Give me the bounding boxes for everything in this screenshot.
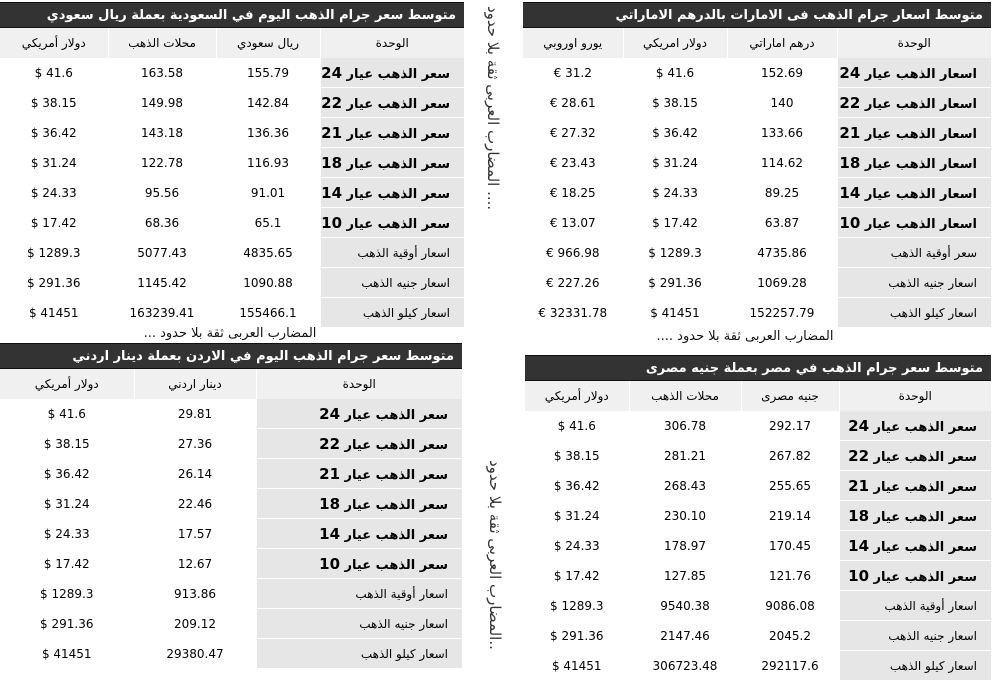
cell-local: 29380.47 <box>134 639 256 669</box>
karat-number: 10 <box>839 213 861 232</box>
jordan-panel <box>0 343 462 669</box>
row-label <box>256 639 462 669</box>
row-label-text: اسعار جنيه الذهب <box>359 616 448 631</box>
row-label-text: اسعار أوقية الذهب <box>884 598 977 613</box>
cell-usd: $ 36.42 <box>0 459 134 489</box>
row-label <box>256 459 462 489</box>
table-row <box>525 501 991 531</box>
cell-shop: 178.97 <box>629 531 741 561</box>
row-label-text: سعر الذهب عيار <box>342 96 450 112</box>
row-label-text: اسعار أوقية الذهب <box>357 245 450 260</box>
table-row <box>0 399 462 429</box>
jordan-table <box>0 369 462 669</box>
cell-usd: $ 17.42 <box>623 208 727 238</box>
cell-shop: 230.10 <box>629 501 741 531</box>
row-label <box>837 298 991 328</box>
cell-local: 155.79 <box>216 58 320 88</box>
cell-local: 170.45 <box>741 531 839 561</box>
row-label-text: سعر الذهب عيار <box>869 569 977 585</box>
table-row <box>0 429 462 459</box>
cell-usd: $ 38.15 <box>525 441 629 471</box>
row-label <box>256 579 462 609</box>
row-label-text: اسعار جنيه الذهب <box>888 275 977 290</box>
cell-local: 17.57 <box>134 519 256 549</box>
cell-usd: $ 38.15 <box>623 88 727 118</box>
row-label-text: اسعار جنيه الذهب <box>888 628 977 643</box>
cell-usd: $ 31.24 <box>0 489 134 519</box>
col-header-shop: محلات الذهب <box>629 381 741 411</box>
col-header-usd: دولار أمريكي <box>525 381 629 411</box>
table-row <box>0 88 464 118</box>
cell-shop: 9540.38 <box>629 591 741 621</box>
row-label-text: سعر أوقية الذهب <box>890 245 977 260</box>
cell-shop: 68.36 <box>108 208 216 238</box>
row-label <box>837 118 991 148</box>
karat-number: 18 <box>321 153 343 172</box>
karat-number: 14 <box>839 183 861 202</box>
karat-number: 24 <box>839 63 861 82</box>
row-label <box>837 58 991 88</box>
cell-local: 267.82 <box>741 441 839 471</box>
cell-usd: $ 31.24 <box>0 148 108 178</box>
cell-eur: € 966.98 <box>523 238 623 268</box>
cell-local: 1069.28 <box>727 268 837 298</box>
row-label-text: سعر الذهب عيار <box>342 66 450 82</box>
cell-shop: 127.85 <box>629 561 741 591</box>
row-label-text: اسعار الذهب عيار <box>860 186 977 202</box>
col-header-unit: الوحدة <box>839 381 991 411</box>
table-row <box>525 471 991 501</box>
karat-number: 14 <box>848 536 870 555</box>
cell-usd: $ 291.36 <box>623 268 727 298</box>
row-label <box>837 88 991 118</box>
col-header-unit: الوحدة <box>837 28 991 58</box>
cell-eur: € 18.25 <box>523 178 623 208</box>
row-label-text: اسعار الذهب عيار <box>860 156 977 172</box>
table-row <box>525 621 991 651</box>
egypt-panel <box>525 355 991 681</box>
cell-usd: $ 1289.3 <box>525 591 629 621</box>
table-row <box>0 208 464 238</box>
cell-local: 255.65 <box>741 471 839 501</box>
egypt-table <box>525 381 991 681</box>
row-label-text: اسعار كيلو الذهب <box>889 658 977 673</box>
table-row <box>525 651 991 681</box>
cell-shop: 149.98 <box>108 88 216 118</box>
cell-shop: 268.43 <box>629 471 741 501</box>
table-header-row <box>0 369 462 399</box>
table-row <box>0 639 462 669</box>
row-label-text: اسعار الذهب عيار <box>860 126 977 142</box>
table-row <box>0 178 464 208</box>
cell-usd: $ 41451 <box>0 639 134 669</box>
table-row <box>0 58 464 88</box>
uae-title: متوسط اسعار جرام الذهب فى الامارات بالدرهم الاماراتي <box>523 2 991 28</box>
row-label <box>839 651 991 681</box>
cell-usd: $ 41.6 <box>623 58 727 88</box>
row-label-text: سعر الذهب عيار <box>869 539 977 555</box>
table-row <box>525 561 991 591</box>
cell-local: 89.25 <box>727 178 837 208</box>
table-row <box>523 58 991 88</box>
cell-local: 136.36 <box>216 118 320 148</box>
cell-local: 91.01 <box>216 178 320 208</box>
watermark-right-band: المضارب العربى ثقة بلا حدود .... <box>656 329 834 344</box>
table-header-row <box>0 28 464 58</box>
cell-usd: $ 38.15 <box>0 88 108 118</box>
karat-number: 21 <box>321 123 343 142</box>
cell-usd: $ 41.6 <box>525 411 629 441</box>
col-header-usd: دولار امريكي <box>623 28 727 58</box>
karat-number: 22 <box>848 446 870 465</box>
cell-shop: 2147.46 <box>629 621 741 651</box>
saudi-body <box>0 58 464 328</box>
cell-shop: 95.56 <box>108 178 216 208</box>
row-label-text: اسعار كيلو الذهب <box>360 646 448 661</box>
egypt-body <box>525 411 991 681</box>
table-header-row <box>525 381 991 411</box>
cell-local: 22.46 <box>134 489 256 519</box>
cell-local: 292117.6 <box>741 651 839 681</box>
cell-usd: $ 1289.3 <box>0 238 108 268</box>
table-row <box>0 489 462 519</box>
cell-local: 140 <box>727 88 837 118</box>
row-label <box>320 88 464 118</box>
saudi-panel <box>0 2 464 328</box>
row-label <box>837 208 991 238</box>
row-label-text: اسعار الذهب عيار <box>860 216 977 232</box>
cell-usd: $ 24.33 <box>525 531 629 561</box>
row-label-text: اسعار الذهب عيار <box>860 96 977 112</box>
jordan-title: متوسط سعر جرام الذهب اليوم في الاردن بعملة دينار اردني <box>0 343 462 369</box>
karat-number: 24 <box>848 416 870 435</box>
karat-number: 24 <box>321 63 343 82</box>
karat-number: 22 <box>839 93 861 112</box>
col-header-shop: محلات الذهب <box>108 28 216 58</box>
saudi-table <box>0 28 464 328</box>
cell-shop: 163239.41 <box>108 298 216 328</box>
cell-local: 2045.2 <box>741 621 839 651</box>
cell-local: 121.76 <box>741 561 839 591</box>
karat-number: 14 <box>319 524 341 543</box>
cell-shop: 122.78 <box>108 148 216 178</box>
cell-usd: $ 31.24 <box>623 148 727 178</box>
row-label <box>837 178 991 208</box>
row-label <box>837 238 991 268</box>
cell-eur: € 23.43 <box>523 148 623 178</box>
col-header-unit: الوحدة <box>320 28 464 58</box>
cell-local: 292.17 <box>741 411 839 441</box>
row-label-text: سعر الذهب عيار <box>342 126 450 142</box>
cell-usd: $ 38.15 <box>0 429 134 459</box>
row-label <box>320 178 464 208</box>
karat-number: 21 <box>319 464 341 483</box>
cell-local: 152257.79 <box>727 298 837 328</box>
cell-local: 219.14 <box>741 501 839 531</box>
cell-local: 65.1 <box>216 208 320 238</box>
karat-number: 18 <box>848 506 870 525</box>
egypt-title: متوسط سعر جرام الذهب في مصر بعملة جنيه مصرى <box>525 355 991 381</box>
row-label-text: سعر الذهب عيار <box>869 449 977 465</box>
table-header-row <box>523 28 991 58</box>
table-row <box>0 519 462 549</box>
row-label <box>256 609 462 639</box>
col-header-unit: الوحدة <box>256 369 462 399</box>
cell-usd: $ 41.6 <box>0 58 108 88</box>
row-label <box>839 561 991 591</box>
cell-usd: $ 24.33 <box>0 178 108 208</box>
col-header-local: درهم اماراتي <box>727 28 837 58</box>
cell-local: 63.87 <box>727 208 837 238</box>
cell-usd: $ 291.36 <box>0 268 108 298</box>
cell-shop: 163.58 <box>108 58 216 88</box>
row-label-text: سعر الذهب عيار <box>340 497 448 513</box>
table-row <box>523 178 991 208</box>
karat-number: 14 <box>321 183 343 202</box>
col-header-usd: دولار أمريكي <box>0 28 108 58</box>
cell-usd: $ 41.6 <box>0 399 134 429</box>
uae-table <box>523 28 991 328</box>
cell-eur: € 32331.78 <box>523 298 623 328</box>
row-label <box>839 621 991 651</box>
table-row <box>523 118 991 148</box>
cell-shop: 143.18 <box>108 118 216 148</box>
cell-local: 27.36 <box>134 429 256 459</box>
cell-local: 9086.08 <box>741 591 839 621</box>
row-label <box>256 519 462 549</box>
cell-usd: $ 24.33 <box>0 519 134 549</box>
row-label-text: سعر الذهب عيار <box>342 156 450 172</box>
row-label <box>839 531 991 561</box>
row-label-text: اسعار كيلو الذهب <box>889 305 977 320</box>
table-row <box>525 411 991 441</box>
row-label-text: سعر الذهب عيار <box>869 419 977 435</box>
table-row <box>523 208 991 238</box>
row-label <box>839 501 991 531</box>
cell-shop: 5077.43 <box>108 238 216 268</box>
cell-usd: $ 291.36 <box>0 609 134 639</box>
cell-eur: € 27.32 <box>523 118 623 148</box>
col-header-local: ريال سعودي <box>216 28 320 58</box>
row-label <box>256 429 462 459</box>
row-label-text: اسعار كيلو الذهب <box>362 305 450 320</box>
cell-local: 26.14 <box>134 459 256 489</box>
cell-usd: $ 17.42 <box>0 549 134 579</box>
cell-usd: $ 41451 <box>0 298 108 328</box>
cell-shop: 306723.48 <box>629 651 741 681</box>
row-label-text: سعر الذهب عيار <box>340 527 448 543</box>
row-label <box>320 58 464 88</box>
karat-number: 18 <box>319 494 341 513</box>
cell-usd: $ 41451 <box>623 298 727 328</box>
table-row <box>523 268 991 298</box>
cell-local: 114.62 <box>727 148 837 178</box>
uae-body <box>523 58 991 328</box>
cell-local: 12.67 <box>134 549 256 579</box>
table-row <box>523 88 991 118</box>
cell-usd: $ 24.33 <box>623 178 727 208</box>
karat-number: 22 <box>321 93 343 112</box>
row-label <box>837 148 991 178</box>
table-row <box>0 579 462 609</box>
karat-number: 10 <box>848 566 870 585</box>
row-label-text: اسعار الذهب عيار <box>860 66 977 82</box>
cell-local: 4835.65 <box>216 238 320 268</box>
cell-local: 133.66 <box>727 118 837 148</box>
uae-panel <box>523 2 991 328</box>
table-row <box>525 531 991 561</box>
row-label <box>839 471 991 501</box>
row-label <box>837 268 991 298</box>
cell-shop: 306.78 <box>629 411 741 441</box>
row-label-text: سعر الذهب عيار <box>342 216 450 232</box>
row-label-text: سعر الذهب عيار <box>869 509 977 525</box>
table-row <box>525 441 991 471</box>
cell-usd: $ 31.24 <box>525 501 629 531</box>
cell-local: 29.81 <box>134 399 256 429</box>
saudi-title: متوسط سعر جرام الذهب اليوم في السعودية بعملة ريال سعودي <box>0 2 464 28</box>
karat-number: 21 <box>839 123 861 142</box>
karat-number: 22 <box>319 434 341 453</box>
row-label <box>320 238 464 268</box>
row-label-text: اسعار جنيه الذهب <box>361 275 450 290</box>
cell-local: 116.93 <box>216 148 320 178</box>
row-label <box>256 489 462 519</box>
table-row <box>523 298 991 328</box>
cell-local: 209.12 <box>134 609 256 639</box>
watermark-vertical-bottom: المضارب العربى ثقة بلا حدود.. <box>486 460 504 650</box>
cell-usd: $ 41451 <box>525 651 629 681</box>
cell-usd: $ 36.42 <box>623 118 727 148</box>
watermark-left-band: المضارب العربى ثقة بلا حدود ... <box>143 326 317 341</box>
karat-number: 18 <box>839 153 861 172</box>
cell-shop: 281.21 <box>629 441 741 471</box>
table-row <box>0 549 462 579</box>
cell-local: 1090.88 <box>216 268 320 298</box>
cell-local: 152.69 <box>727 58 837 88</box>
table-row <box>0 238 464 268</box>
row-label <box>320 268 464 298</box>
table-row <box>0 118 464 148</box>
cell-usd: $ 1289.3 <box>623 238 727 268</box>
karat-number: 21 <box>848 476 870 495</box>
row-label <box>256 549 462 579</box>
cell-shop: 1145.42 <box>108 268 216 298</box>
karat-number: 10 <box>319 554 341 573</box>
cell-local: 4735.86 <box>727 238 837 268</box>
row-label <box>256 399 462 429</box>
jordan-body <box>0 399 462 669</box>
cell-local: 913.86 <box>134 579 256 609</box>
row-label-text: سعر الذهب عيار <box>340 407 448 423</box>
cell-usd: $ 36.42 <box>525 471 629 501</box>
row-label-text: سعر الذهب عيار <box>869 479 977 495</box>
col-header-eur: يورو اوروبي <box>523 28 623 58</box>
cell-usd: $ 36.42 <box>0 118 108 148</box>
table-row <box>0 609 462 639</box>
row-label <box>839 441 991 471</box>
row-label-text: اسعار أوقية الذهب <box>355 586 448 601</box>
table-row <box>523 148 991 178</box>
row-label-text: سعر الذهب عيار <box>342 186 450 202</box>
table-row <box>525 591 991 621</box>
watermark-vertical-top: المضارب العربى ثقة بلا حدود .... <box>484 6 502 211</box>
row-label <box>839 411 991 441</box>
row-label <box>320 298 464 328</box>
karat-number: 10 <box>321 213 343 232</box>
table-row <box>523 238 991 268</box>
cell-usd: $ 1289.3 <box>0 579 134 609</box>
cell-local: 155466.1 <box>216 298 320 328</box>
karat-number: 24 <box>319 404 341 423</box>
cell-usd: $ 291.36 <box>525 621 629 651</box>
col-header-usd: دولار أمريكي <box>0 369 134 399</box>
cell-eur: € 28.61 <box>523 88 623 118</box>
row-label-text: سعر الذهب عيار <box>340 467 448 483</box>
row-label <box>320 118 464 148</box>
cell-local: 142.84 <box>216 88 320 118</box>
col-header-local: دينار اردني <box>134 369 256 399</box>
row-label <box>839 591 991 621</box>
table-row <box>0 268 464 298</box>
cell-eur: € 227.26 <box>523 268 623 298</box>
row-label-text: سعر الذهب عيار <box>340 437 448 453</box>
cell-eur: € 31.2 <box>523 58 623 88</box>
cell-usd: $ 17.42 <box>0 208 108 238</box>
table-row <box>0 148 464 178</box>
row-label <box>320 148 464 178</box>
row-label-text: سعر الذهب عيار <box>340 557 448 573</box>
row-label <box>320 208 464 238</box>
cell-usd: $ 17.42 <box>525 561 629 591</box>
cell-eur: € 13.07 <box>523 208 623 238</box>
table-row <box>0 298 464 328</box>
col-header-local: جنيه مصرى <box>741 381 839 411</box>
table-row <box>0 459 462 489</box>
